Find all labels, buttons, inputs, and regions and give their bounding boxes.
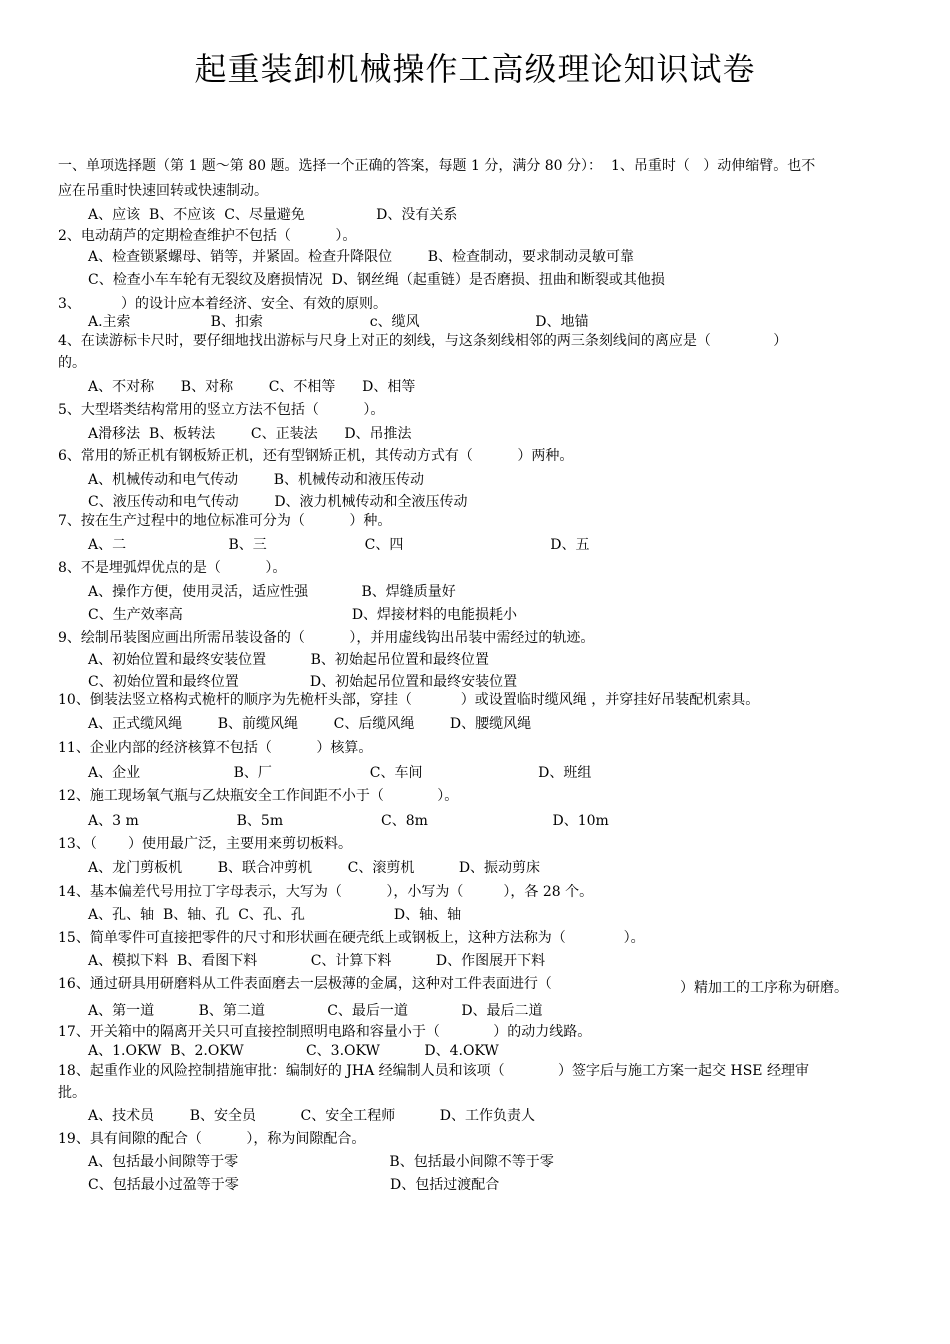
text-line: A、操作方便，使用灵活，适应性强 B、焊缝质量好 [88, 584, 456, 600]
text-line: 5、大型塔类结构常用的竖立方法不包括（ ）。 [58, 402, 385, 418]
text-line: A、机械传动和电气传动 B、机械传动和液压传动 [88, 472, 424, 488]
text-line: 4、在读游标卡尺时，要仔细地找出游标与尺身上对正的刻线，与这条刻线相邻的两三条刻线间的离应是（ ） [58, 333, 788, 349]
text-line: 12、施工现场氧气瓶与乙炔瓶安全工作间距不小于（ ）。 [58, 788, 459, 804]
text-line: A滑移法 B、板转法 C、正装法 D、吊推法 [88, 426, 412, 442]
text-line: C、生产效率高 D、焊接材料的电能损耗小 [88, 607, 518, 623]
text-line: 8、不是埋弧焊优点的是（ ）。 [58, 560, 287, 576]
text-line: 14、基本偏差代号用拉丁字母表示，大写为（ ），小写为（ ），各 28 个。 [58, 884, 594, 900]
text-line: 17、开关箱中的隔离开关只可直接控制照明电路和容量小于（ ）的动力线路。 [58, 1024, 592, 1040]
text-line: 一、单项选择题（第 1 题～第 80 题。选择一个正确的答案，每题 1 分，满分 80 分）： 1、吊重时（ ）动伸缩臂。也不 [58, 158, 816, 174]
text-line: A、企业 B、厂 C、车间 D、班组 [88, 765, 592, 781]
text-line: A、模拟下料 B、看图下料 C、计算下料 D、作图展开下料 [88, 953, 546, 969]
text-line: A、1.OKW B、2.OKW C、3.OKW D、4.OKW [88, 1043, 499, 1059]
text-line: A、检查锁紧螺母、销等，并紧固。检查升降限位 B、检查制动，要求制动灵敏可靠 [88, 249, 634, 265]
text-line: C、检查小车车轮有无裂纹及磨损情况 D、钢丝绳（起重链）是否磨损、扭曲和断裂或其他损 [88, 272, 665, 288]
text-line: 11、企业内部的经济核算不包括（ ）核算。 [58, 740, 373, 756]
text-line: 18、起重作业的风险控制措施审批：编制好的 JHA 经编制人员和该项（ ）签字后与施工方案一起交 HSE 经理审 [58, 1063, 809, 1079]
text-line: 的。 [58, 355, 86, 371]
text-line: C、初始位置和最终位置 D、初始起吊位置和最终安装位置 [88, 674, 518, 690]
text-line: 10、倒装法竖立格构式桅杆的顺序为先桅杆头部，穿挂（ ）或设置临时缆风绳 ，并穿挂好吊装配机索具。 [58, 692, 760, 708]
text-line: 应在吊重时快速回转或快速制动。 [58, 183, 268, 199]
text-line: A、龙门剪板机 B、联合冲剪机 C、滚剪机 D、振动剪床 [88, 860, 541, 876]
text-line: A、初始位置和最终安装位置 B、初始起吊位置和最终位置 [88, 652, 489, 668]
text-line: A、技术员 B、安全员 C、安全工程师 D、工作负责人 [88, 1108, 535, 1124]
text-line: A、孔、轴 B、轴、孔 C、孔、孔 D、轴、轴 [88, 907, 462, 923]
text-line: A.主索 B、扣索 c、缆风 D、地锚 [88, 314, 589, 330]
text-line: 批。 [58, 1085, 86, 1101]
page-title: 起重装卸机械操作工高级理论知识试卷 [194, 50, 756, 88]
text-line: A、第一道 B、第二道 C、最后一道 D、最后二道 [88, 1003, 543, 1019]
text-line: A、不对称 B、对称 C、不相等 D、相等 [88, 379, 416, 395]
text-line: 3、 ）的设计应本着经济、安全、有效的原则。 [58, 296, 387, 312]
text-line: C、包括最小过盈等于零 D、包括过渡配合 [88, 1177, 500, 1193]
text-line: A、包括最小间隙等于零 B、包括最小间隙不等于零 [88, 1154, 554, 1170]
text-line: 2、电动葫芦的定期检查维护不包括（ ）。 [58, 228, 357, 244]
text-line: A、3 m B、5m C、8m D、10m [88, 813, 609, 829]
text-line: C、液压传动和电气传动 D、液力机械传动和全液压传动 [88, 494, 468, 510]
text-line: 15、简单零件可直接把零件的尺寸和形状画在硬壳纸上或钢板上，这种方法称为（ ）。 [58, 930, 645, 946]
text-line: 6、常用的矫正机有钢板矫正机，还有型钢矫正机，其传动方式有（ ）两种。 [58, 448, 574, 464]
text-line: 7、按在生产过程中的地位标准可分为（ ）种。 [58, 513, 392, 529]
text-line: A、应该 B、不应该 C、尽量避免 D、没有关系 [88, 207, 458, 223]
text-line: A、正式缆风绳 B、前缆风绳 C、后缆风绳 D、腰缆风绳 [88, 716, 532, 732]
text-line: 19、具有间隙的配合（ ），称为间隙配合。 [58, 1131, 366, 1147]
text-line: 13、（ ）使用最广泛，主要用来剪切板料。 [58, 836, 352, 852]
text-line: ）精加工的工序称为研磨。 [680, 980, 848, 996]
text-line: 9、绘制吊装图应画出所需吊装设备的（ ），并用虚线钩出吊装中需经过的轨迹。 [58, 630, 595, 646]
text-line: A、二 B、三 C、四 D、五 [88, 537, 590, 553]
text-line: 16、通过研具用研磨料从工件表面磨去一层极薄的金属，这种对工件表面进行（ [58, 976, 552, 992]
